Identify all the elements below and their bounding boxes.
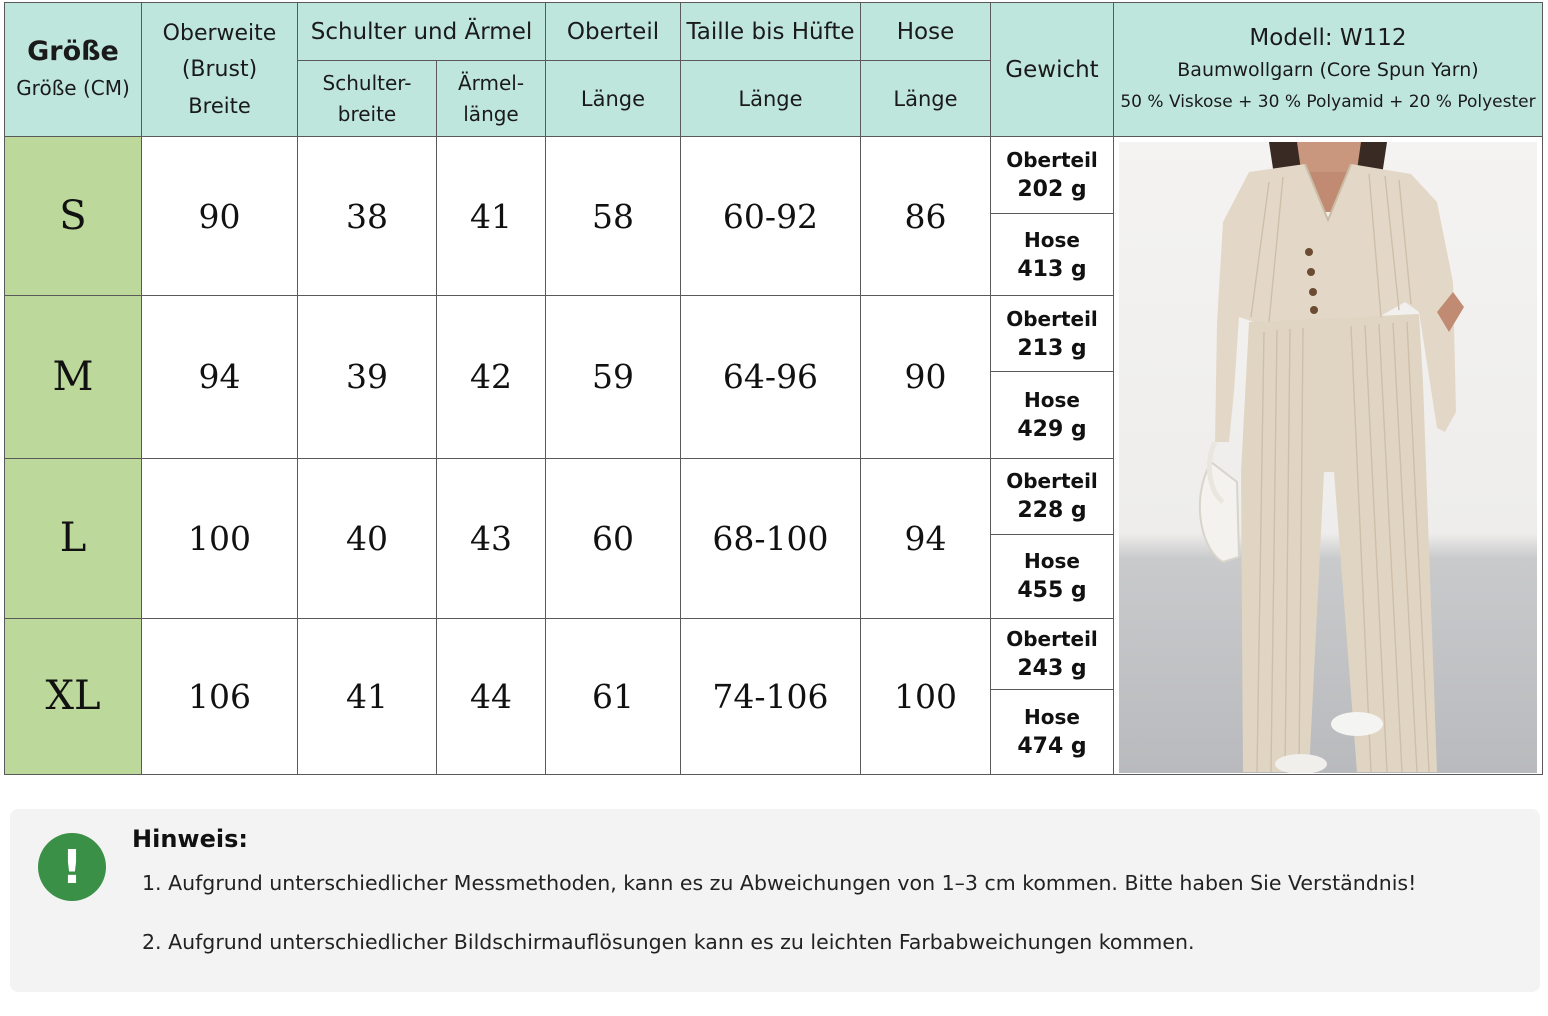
waist-value: 68-100: [681, 458, 861, 618]
note-line-2: 2. Aufgrund unterschiedlicher Bildschirmauflösungen kann es zu leichten Farbabweichungen kommen.: [142, 930, 1195, 954]
chest-header: [142, 3, 298, 137]
sleeve-value: 43: [437, 458, 546, 618]
shoulder-sleeve-header: Schulter und Ärmel: [298, 3, 546, 61]
weight-top: [991, 137, 1114, 214]
chest-header-line2: (Brust): [181, 56, 258, 82]
size-chart-table: [4, 2, 1543, 775]
size-label: L: [5, 458, 142, 618]
shoulder-value: 41: [298, 618, 437, 774]
top-header: Oberteil: [546, 3, 681, 61]
product-photo-cell: [1114, 137, 1543, 775]
chest-value: 106: [142, 618, 298, 774]
size-header: [5, 3, 142, 137]
pants-length-value: 94: [861, 458, 991, 618]
weight-pants-label: Hose: [1024, 227, 1080, 252]
sleeve-value: 42: [437, 296, 546, 458]
pants-length-value: 100: [861, 618, 991, 774]
chest-value: 90: [142, 137, 298, 296]
weight-pants: [991, 214, 1114, 296]
note-title: Hinweis:: [132, 825, 248, 853]
note-line-1: 1. Aufgrund unterschiedlicher Messmethoden, kann es zu Abweichungen von 1–3 cm kommen. Bitte haben Sie Verständnis!: [142, 871, 1417, 895]
top-length-value: 58: [546, 137, 681, 296]
shoulder-width-header: [298, 61, 437, 137]
waist-header: Taille bis Hüfte: [681, 3, 861, 61]
weight-pants-value: 429 g: [1017, 416, 1087, 442]
chest-header-line1: Oberweite: [162, 20, 277, 46]
weight-top-value: 202 g: [1017, 177, 1087, 203]
pants-length-header: Länge: [861, 61, 991, 137]
waist-value: 60-92: [681, 137, 861, 296]
size-label: M: [5, 296, 142, 458]
weight-header: Gewicht: [991, 3, 1114, 137]
model-composition: 50 % Viskose + 30 % Polyamid + 20 % Polyester: [1120, 91, 1536, 112]
size-header-title: Größe: [27, 35, 119, 67]
sleeve-value: 41: [437, 137, 546, 296]
pants-length-value: 86: [861, 137, 991, 296]
pants-length-value: 90: [861, 296, 991, 458]
sleeve-length-line2: länge: [463, 101, 519, 126]
model-material: Baumwollgarn (Core Spun Yarn): [1177, 58, 1479, 81]
chest-value: 94: [142, 296, 298, 458]
size-label: XL: [5, 618, 142, 774]
weight-pants-label: Hose: [1024, 704, 1080, 729]
product-photo: [1119, 142, 1537, 773]
weight-top: [991, 296, 1114, 372]
weight-top-label: Oberteil: [1006, 306, 1098, 331]
shoulder-width-line2: breite: [337, 101, 397, 126]
size-label: S: [5, 137, 142, 296]
weight-pants: [991, 689, 1114, 774]
sleeve-length-header: [437, 61, 546, 137]
shoulder-value: 39: [298, 296, 437, 458]
weight-pants-label: Hose: [1024, 387, 1080, 412]
waist-length-header: Länge: [681, 61, 861, 137]
weight-pants-value: 413 g: [1017, 256, 1087, 282]
weight-top-label: Oberteil: [1006, 469, 1098, 494]
shoulder-width-line1: Schulter-: [322, 70, 412, 95]
weight-top: [991, 618, 1114, 689]
chest-header-sub: Breite: [188, 93, 251, 118]
top-length-value: 59: [546, 296, 681, 458]
weight-top: [991, 458, 1114, 534]
sleeve-value: 44: [437, 618, 546, 774]
chest-value: 100: [142, 458, 298, 618]
weight-top-value: 228 g: [1017, 498, 1087, 524]
weight-pants: [991, 534, 1114, 618]
waist-value: 74-106: [681, 618, 861, 774]
weight-top-label: Oberteil: [1006, 626, 1098, 651]
pants-header: Hose: [861, 3, 991, 61]
weight-top-value: 213 g: [1017, 335, 1087, 361]
model-header: [1114, 3, 1543, 137]
weight-pants: [991, 372, 1114, 458]
weight-pants-value: 474 g: [1017, 733, 1087, 759]
model-title: Modell: W112: [1249, 24, 1407, 51]
note-box: [10, 809, 1540, 992]
shoulder-value: 38: [298, 137, 437, 296]
size-header-subtitle: Größe (CM): [16, 75, 130, 100]
weight-top-label: Oberteil: [1006, 148, 1098, 173]
sleeve-length-line1: Ärmel-: [457, 70, 525, 95]
waist-value: 64-96: [681, 296, 861, 458]
shoulder-value: 40: [298, 458, 437, 618]
weight-top-value: 243 g: [1017, 655, 1087, 681]
top-length-value: 61: [546, 618, 681, 774]
top-length-header: Länge: [546, 61, 681, 137]
weight-pants-value: 455 g: [1017, 578, 1087, 604]
top-length-value: 60: [546, 458, 681, 618]
model-illustration: [1119, 142, 1537, 773]
exclamation-icon: !: [38, 833, 106, 901]
weight-pants-label: Hose: [1024, 549, 1080, 574]
